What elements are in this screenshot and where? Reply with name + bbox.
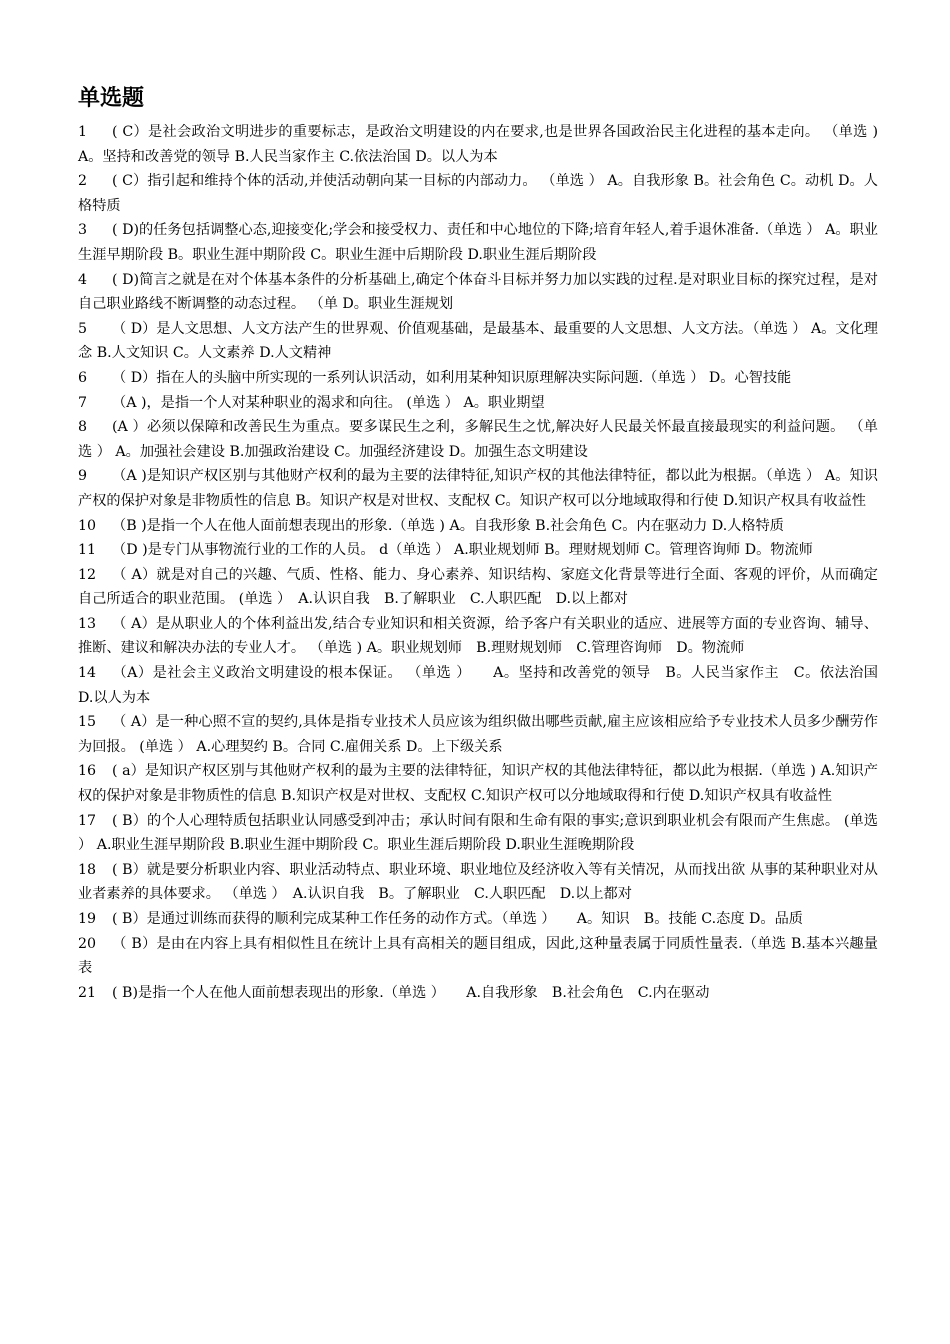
question-text: （ B）是由在内容上具有相似性且在统计上具有高相关的题目组成，因此,这种量表属于同质性量表.（单选 B.基本兴趣量表 bbox=[78, 935, 878, 977]
question-item bbox=[78, 268, 878, 317]
question-number: 19 bbox=[78, 911, 97, 927]
question-list bbox=[78, 120, 893, 1005]
question-number: 10 bbox=[78, 517, 97, 534]
question-text: ( D)简言之就是在对个体基本条件的分析基础上,确定个体奋斗目标并努力加以实践的过程.是对职业目标的探究过程，是对自己职业路线不断调整的动态过程。 （单 D。职业生涯规划 bbox=[78, 271, 878, 313]
question-text: ( a）是知识产权区别与其他财产权利的最为主要的法律特征，知识产权的其他法律特征，都以此为根据.（单选 ) A.知识产权的保护对象是非物质性的信息 B.知识产权是对世权、支配权 C.知识产权可以分地域取得和行使 D.知识产权具有收益性 bbox=[78, 763, 878, 805]
question-text: ( B）是通过训练而获得的顺利完成某种工作任务的动作方式。（单选 ） A。知识 B。技能 C.态度 D。品质 bbox=[112, 911, 803, 927]
question-item bbox=[78, 809, 878, 858]
question-number: 4 bbox=[78, 271, 88, 288]
question-number: 20 bbox=[78, 935, 97, 952]
question-number: 13 bbox=[78, 615, 97, 632]
question-number: 6 bbox=[78, 369, 88, 386]
question-item bbox=[78, 317, 878, 366]
question-text: （ A）是一种心照不宣的契约,具体是指专业技术人员应该为组织做出哪些贡献,雇主应该相应给予专业技术人员多少酬劳作为回报。 (单选 ） A.心理契约 B。合同 C.雇佣关系 D。上下级关系 bbox=[78, 714, 878, 755]
question-item bbox=[78, 366, 878, 391]
question-text: （ D）是人文思想、人文方法产生的世界观、价值观基础，是最基本、最重要的人文思想、人文方法。（单选 ） A。文化理念 B.人文知识 C。人文素养 D.人文精神 bbox=[78, 320, 878, 362]
question-number: 14 bbox=[78, 665, 97, 682]
question-text: （D )是专门从事物流行业的工作的人员。 d（单选 ） A.职业规划师 B。理财规划师 C。管理咨询师 D。物流师 bbox=[112, 542, 813, 559]
question-item bbox=[78, 661, 893, 710]
question-number: 18 bbox=[78, 861, 97, 878]
question-item bbox=[78, 612, 878, 661]
question-number: 9 bbox=[78, 468, 88, 485]
question-text: ( D)的任务包括调整心态,迎接变化;学会和接受权力、责任和中心地位的下降;培育年轻人,着手退休准备.（单选 ） A。职业生涯早期阶段 B。职业生涯中期阶段 C。职业生涯中后期阶段 D.职业生涯后期阶段 bbox=[78, 222, 878, 263]
question-number: 1 bbox=[78, 124, 88, 140]
question-text: (A ）必须以保障和改善民生为重点。要多谋民生之利，多解民生之忧,解决好人民最关怀最直接最现实的利益问题。 （单选 ） A。加强社会建设 B.加强政治建设 C。加强经济建设 D。加强生态文明建设 bbox=[78, 419, 878, 460]
question-item bbox=[78, 932, 878, 981]
question-item bbox=[78, 538, 878, 563]
question-text: （A )，是指一个人对某种职业的渴求和向往。 (单选 ） A。职业期望 bbox=[112, 394, 545, 411]
question-item bbox=[78, 710, 878, 759]
question-text: ( C）指引起和维持个体的活动,并使活动朝向某一目标的内部动力。 （单选 ） A。自我形象 B。社会角色 C。动机 D。人格特质 bbox=[78, 173, 878, 214]
question-item bbox=[78, 981, 878, 1006]
question-text: （B )是指一个人在他人面前想表现出的形象.（单选 ) A。自我形象 B.社会角色 C。内在驱动力 D.人格特质 bbox=[112, 517, 784, 534]
question-item bbox=[78, 464, 878, 513]
question-number: 21 bbox=[78, 984, 97, 1001]
question-number: 7 bbox=[78, 394, 88, 411]
question-item bbox=[78, 415, 878, 464]
question-item bbox=[78, 563, 878, 612]
question-item bbox=[78, 514, 878, 539]
question-number: 8 bbox=[78, 419, 88, 436]
question-text: ( B）的个人心理特质包括职业认同感受到冲击；承认时间有限和生命有限的事实;意识到职业机会有限而产生焦虑。 (单选 ） A.职业生涯早期阶段 B.职业生涯中期阶段 C。职业生涯后期阶段 D.职业生涯晚期阶段 bbox=[78, 812, 878, 854]
question-number: 12 bbox=[78, 566, 97, 583]
question-number: 5 bbox=[78, 320, 88, 337]
question-number: 16 bbox=[78, 763, 97, 780]
question-number: 3 bbox=[78, 222, 88, 239]
question-text: ( B)是指一个人在他人面前想表现出的形象.（单选 ） A.自我形象 B.社会角色 C.内在驱动 bbox=[112, 984, 710, 1001]
question-item bbox=[78, 391, 878, 416]
question-text: ( C）是社会政治文明进步的重要标志，是政治文明建设的内在要求,也是世界各国政治民主化进程的基本走向。 （单选 ) A。坚持和改善党的领导 B.人民当家作主 C.依法治国 D。以人为本 bbox=[78, 124, 878, 165]
question-text: ( B）就是要分析职业内容、职业活动特点、职业环境、职业地位及经济收入等有关情况，从而找出欲 从事的某种职业对从业者素养的具体要求。 （单选 ） A.认识自我 B。了解职业 C.人职匹配 D.以上都对 bbox=[78, 861, 878, 903]
question-item bbox=[78, 169, 878, 218]
document-page bbox=[78, 84, 893, 1005]
question-text: （A )是知识产权区别与其他财产权利的最为主要的法律特征,知识产权的其他法律特征，都以此为根据。（单选 ） A。知识产权的保护对象是非物质性的信息 B。知识产权是对世权、支配权 C。知识产权可以分地域取得和行使 D.知识产权具有收益性 bbox=[78, 468, 878, 509]
question-number: 11 bbox=[78, 542, 97, 559]
question-text: （ D）指在人的头脑中所实现的一系列认识活动，如利用某种知识原理解决实际问题.（单选 ） D。心智技能 bbox=[112, 369, 792, 386]
question-number: 15 bbox=[78, 714, 97, 731]
question-item bbox=[78, 120, 878, 169]
question-item bbox=[78, 907, 878, 932]
question-item bbox=[78, 759, 878, 808]
question-text: （ A）就是对自己的兴趣、气质、性格、能力、身心素养、知识结构、家庭文化背景等进行全面、客观的评价，从而确定自己所适合的职业范围。 (单选 ） A.认识自我 B.了解职业 C.人职匹配 D.以上都对 bbox=[78, 566, 878, 608]
question-text: （ A）是从职业人的个体利益出发,结合专业知识和相关资源，给予客户有关职业的适应、进展等方面的专业咨询、辅导、推断、建议和解决办法的专业人才。 （单选 ) A。职业规划师 B.理财规划师 C.管理咨询师 D。物流师 bbox=[78, 615, 878, 657]
question-item bbox=[78, 218, 878, 267]
question-number: 17 bbox=[78, 812, 97, 829]
question-text: （A）是社会主义政治文明建设的根本保证。 （单选 ） A。坚持和改善党的领导 B。人民当家作主 C。依法治国 D.以人为本 bbox=[78, 665, 893, 706]
section-title: 单选题 bbox=[78, 86, 145, 111]
question-item bbox=[78, 858, 878, 907]
question-number: 2 bbox=[78, 173, 88, 190]
